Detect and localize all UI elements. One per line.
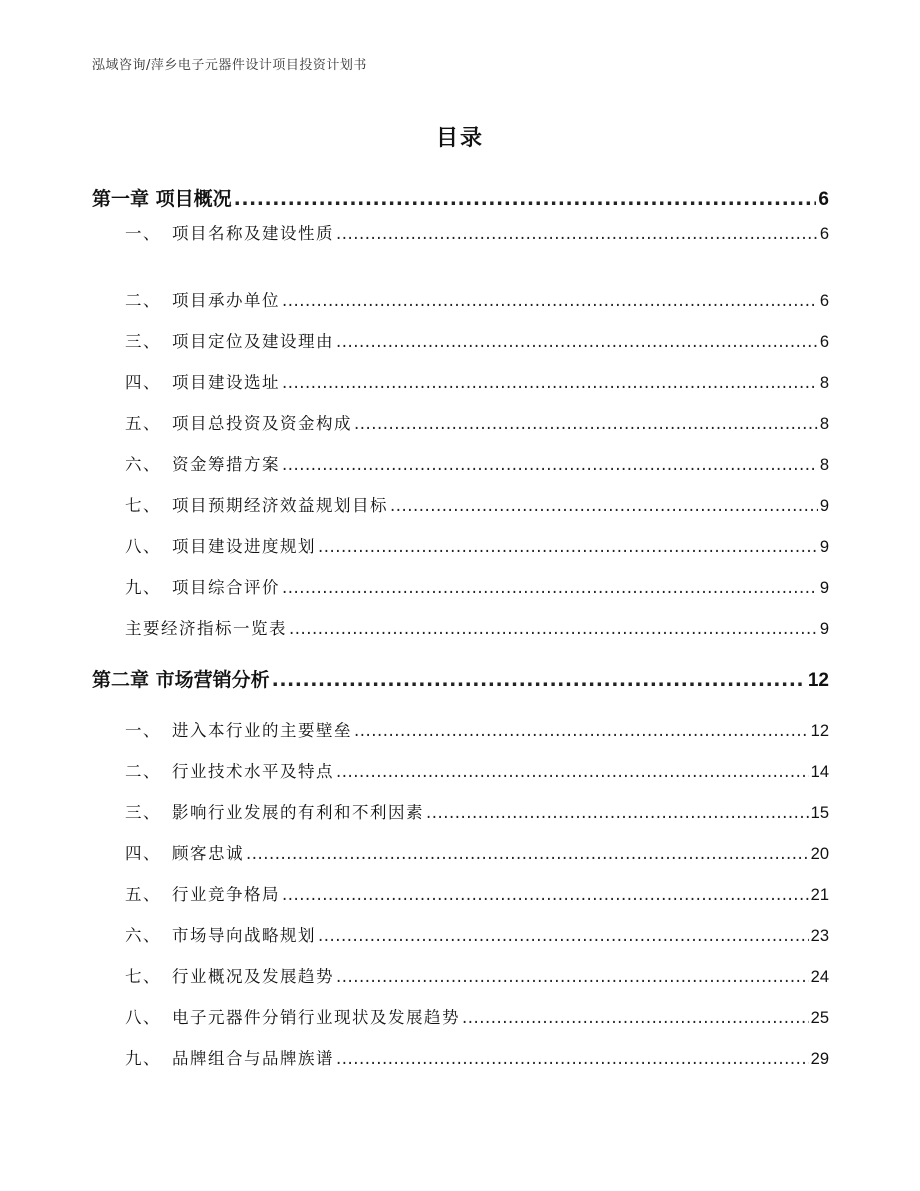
toc-page-number: 6 [818, 189, 829, 210]
toc-section-label: 行业技术水平及特点 [172, 762, 334, 781]
toc-section-label: 影响行业发展的有利和不利因素 [172, 803, 424, 822]
toc-page-number: 15 [810, 804, 829, 822]
running-header: 泓域咨询/萍乡电子元器件设计项目投资计划书 [92, 58, 367, 73]
toc-page-number: 6 [819, 292, 829, 310]
toc-dot-leader [246, 844, 809, 863]
toc-section-number: 四、 [125, 844, 161, 863]
toc-section-label: 项目综合评价 [172, 578, 280, 597]
toc-section[interactable] [125, 840, 829, 864]
toc-section-label: 项目建设进度规划 [172, 537, 316, 556]
toc-section-number: 一、 [125, 721, 161, 740]
toc-section[interactable] [125, 881, 829, 905]
toc-title: 目录 [435, 126, 484, 151]
toc-chapter-2[interactable] [92, 665, 829, 692]
toc-section[interactable] [125, 410, 829, 434]
toc-section-label: 行业竞争格局 [172, 885, 280, 904]
toc-section-label: 市场导向战略规划 [172, 926, 316, 945]
toc-chapter-1[interactable] [92, 184, 829, 211]
toc-dot-leader [336, 332, 818, 351]
toc-section-label: 项目名称及建设性质 [172, 224, 334, 243]
toc-dot-leader [282, 373, 818, 392]
toc-section-number: 六、 [125, 455, 161, 474]
toc-section[interactable] [125, 574, 829, 598]
toc-section[interactable] [125, 758, 829, 782]
toc-page-number: 21 [810, 886, 829, 904]
toc-section[interactable] [125, 492, 829, 516]
toc-section[interactable] [125, 922, 829, 946]
toc-section-number: 五、 [125, 885, 161, 904]
toc-page-number: 23 [810, 927, 829, 945]
toc-section-label: 进入本行业的主要壁垒 [172, 721, 352, 740]
toc-section-label: 主要经济指标一览表 [125, 619, 287, 638]
toc-section-label: 资金筹措方案 [172, 455, 280, 474]
toc-section-number: 七、 [125, 496, 161, 515]
toc-dot-leader [282, 885, 809, 904]
toc-section[interactable] [125, 963, 829, 987]
toc-dot-leader [390, 496, 818, 515]
toc-page-number: 14 [810, 763, 829, 781]
toc-page-number: 12 [810, 722, 829, 740]
toc-section-label: 项目承办单位 [172, 291, 280, 310]
toc-dot-leader [336, 762, 809, 781]
toc-section[interactable] [125, 717, 829, 741]
toc-section-number: 五、 [125, 414, 161, 433]
toc-chapter-label: 第一章 项目概况 [92, 188, 232, 210]
toc-section-label: 行业概况及发展趋势 [172, 967, 334, 986]
toc-page-number: 8 [819, 456, 829, 474]
toc-section[interactable] [125, 451, 829, 475]
toc-dot-leader [272, 669, 806, 691]
toc-section-number: 九、 [125, 578, 161, 597]
toc-section-label: 品牌组合与品牌族谱 [172, 1049, 334, 1068]
toc-page-number: 9 [819, 579, 829, 597]
toc-page-number: 24 [810, 968, 829, 986]
toc-section[interactable] [125, 799, 829, 823]
toc-section[interactable] [125, 220, 829, 244]
toc-page-number: 12 [807, 670, 829, 691]
toc-section[interactable] [125, 1045, 829, 1069]
toc-section-number: 九、 [125, 1049, 161, 1068]
toc-section-number: 六、 [125, 926, 161, 945]
toc-page-number: 6 [819, 225, 829, 243]
toc-section-number: 三、 [125, 803, 161, 822]
toc-section-number: 四、 [125, 373, 161, 392]
toc-section-number: 八、 [125, 537, 161, 556]
toc-section[interactable] [125, 533, 829, 557]
toc-section-number: 七、 [125, 967, 161, 986]
toc-dot-leader [282, 578, 818, 597]
toc-section-label: 电子元器件分销行业现状及发展趋势 [172, 1008, 460, 1027]
toc-page-number: 8 [819, 415, 829, 433]
toc-section-label: 项目建设选址 [172, 373, 280, 392]
toc-section[interactable] [125, 369, 829, 393]
toc-page-number: 9 [819, 620, 829, 638]
toc-page-number: 29 [810, 1050, 829, 1068]
toc-dot-leader [289, 619, 818, 638]
toc-section-label: 顾客忠诚 [172, 844, 244, 863]
toc-section-label: 项目总投资及资金构成 [172, 414, 352, 433]
toc-section-number: 八、 [125, 1008, 161, 1027]
toc-dot-leader [336, 224, 818, 243]
toc-dot-leader [318, 926, 809, 945]
toc-section[interactable] [125, 287, 829, 311]
toc-section-label: 项目预期经济效益规划目标 [172, 496, 388, 515]
toc-dot-leader [354, 414, 818, 433]
toc-dot-leader [354, 721, 809, 740]
toc-dot-leader [462, 1008, 809, 1027]
toc-section-table[interactable] [125, 615, 829, 639]
toc-dot-leader [282, 455, 818, 474]
toc-dot-leader [318, 537, 818, 556]
toc-dot-leader [336, 1049, 809, 1068]
toc-chapter-label: 第二章 市场营销分析 [92, 669, 270, 691]
toc-section-number: 一、 [125, 224, 161, 243]
toc-section-number: 三、 [125, 332, 161, 351]
toc-page-number: 9 [819, 538, 829, 556]
toc-page-number: 25 [810, 1009, 829, 1027]
toc-dot-leader [336, 967, 809, 986]
toc-dot-leader [426, 803, 809, 822]
toc-dot-leader [234, 188, 817, 210]
toc-section[interactable] [125, 328, 829, 352]
toc-page-number: 6 [819, 333, 829, 351]
toc-section-number: 二、 [125, 291, 161, 310]
toc-section[interactable] [125, 1004, 829, 1028]
toc-dot-leader [282, 291, 818, 310]
toc-section-number: 二、 [125, 762, 161, 781]
toc-section-label: 项目定位及建设理由 [172, 332, 334, 351]
toc-page-number: 8 [819, 374, 829, 392]
toc-page-number: 9 [819, 497, 829, 515]
toc-page-number: 20 [810, 845, 829, 863]
